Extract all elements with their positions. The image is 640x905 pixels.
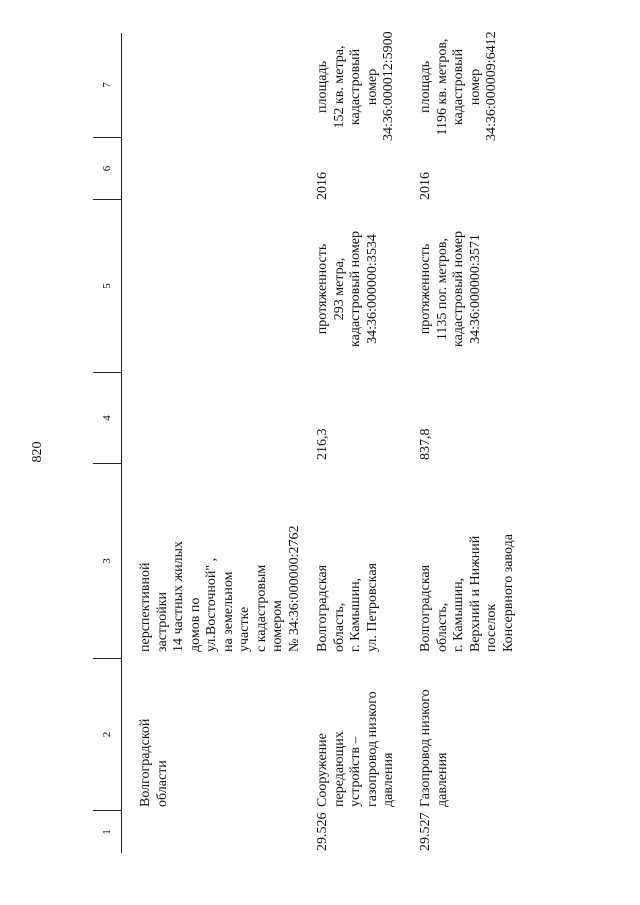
cell-line: г. Камышин,	[348, 577, 363, 652]
table-cell-col-7	[418, 33, 501, 141]
cell-line: 34:36:000009:6412	[484, 31, 499, 141]
cell-line: кадастровый номер	[451, 231, 466, 347]
table-cell-col-3	[418, 464, 517, 652]
cell-line: перспективной	[138, 562, 153, 652]
cell-line: ул.Восточной" ,	[204, 557, 219, 652]
table-header	[93, 33, 122, 853]
cell-line: Газопровод низкого	[418, 689, 433, 807]
header-col-1: 1	[101, 829, 113, 835]
cell-line: области	[154, 760, 170, 807]
cell-line: 34:36:000000:3534	[364, 234, 380, 344]
cell-line: поселок	[484, 603, 499, 652]
cell-line: 1135 пог. метров,	[434, 237, 450, 341]
table-cell-col-5	[315, 200, 381, 378]
table-cell-col-1: 29.527	[418, 812, 433, 851]
cell-line: Консервного завода	[500, 534, 516, 652]
cell-line: Волгоградская	[315, 564, 330, 652]
cell-line: 152 кв. метра,	[331, 45, 347, 129]
table-cell-col-5	[418, 200, 484, 378]
header-col-2: 2	[93, 659, 121, 811]
cell-line: на земельном	[220, 571, 236, 652]
cell-line: участке	[237, 606, 252, 652]
table-cell-col-3	[138, 464, 303, 652]
cell-line: 34:36:000012:5900	[381, 31, 396, 141]
table-cell-col-6: 2016	[315, 172, 330, 200]
cell-line: газопровод низкого	[364, 691, 380, 807]
cell-line: площадь	[418, 61, 433, 113]
cell-line: давления	[434, 752, 450, 807]
cell-line: ул. Петровская	[364, 563, 380, 652]
cell-line: Волгоградская	[418, 564, 433, 652]
header-col-7: 7	[93, 33, 121, 138]
page-number: 820	[30, 441, 45, 463]
table-cell-col-1: 29.526	[315, 812, 330, 851]
cell-line: протяженность	[315, 243, 330, 335]
cell-line: область,	[331, 602, 347, 652]
cell-line: Волгоградской	[138, 718, 153, 807]
rotated-table	[93, 33, 623, 853]
cell-line: застройки	[154, 591, 170, 652]
table-cell-col-2	[315, 659, 398, 807]
header-col-3: 3	[93, 464, 121, 659]
cell-line: с кадастровым	[253, 564, 269, 652]
header-col-4: 4	[93, 373, 121, 464]
cell-line: площадь	[315, 61, 330, 113]
table-cell-col-4: 216,3	[315, 428, 330, 460]
cell-line: передающих	[331, 731, 347, 807]
cell-line: домов по	[187, 597, 203, 652]
header-col-5: 5	[93, 200, 121, 373]
table-sheet	[93, 33, 623, 853]
header-col-6: 6	[93, 138, 121, 200]
cell-line: 34:36:000000:3571	[467, 234, 483, 344]
cell-line: номером	[270, 600, 285, 652]
cell-line: 14 частных жилых	[171, 540, 186, 652]
cell-line: кадастровый номер	[348, 48, 380, 126]
cell-line: область,	[434, 602, 450, 652]
cell-line: 293 метра,	[331, 257, 347, 321]
cell-line: г. Камышин,	[451, 577, 466, 652]
table-cell-col-7	[315, 33, 398, 141]
cell-line: устройств –	[348, 736, 363, 807]
table-cell-col-4: 837,8	[418, 428, 433, 460]
cell-line: Сооружение	[315, 733, 330, 807]
cell-line: протяженность	[418, 243, 433, 335]
table-cell-col-3	[315, 464, 381, 652]
cell-line: № 34:36:000000:2762	[286, 525, 302, 652]
cell-line: давления	[381, 752, 396, 807]
cell-line: кадастровый номер	[348, 231, 363, 347]
cell-line: Верхний и Нижний	[467, 535, 483, 652]
table-cell-col-6: 2016	[418, 172, 433, 200]
cell-line: 1196 кв. метров,	[434, 38, 450, 136]
table-cell-col-2	[138, 659, 171, 807]
cell-line: кадастровый номер	[451, 48, 483, 126]
table-cell-col-2	[418, 659, 451, 807]
